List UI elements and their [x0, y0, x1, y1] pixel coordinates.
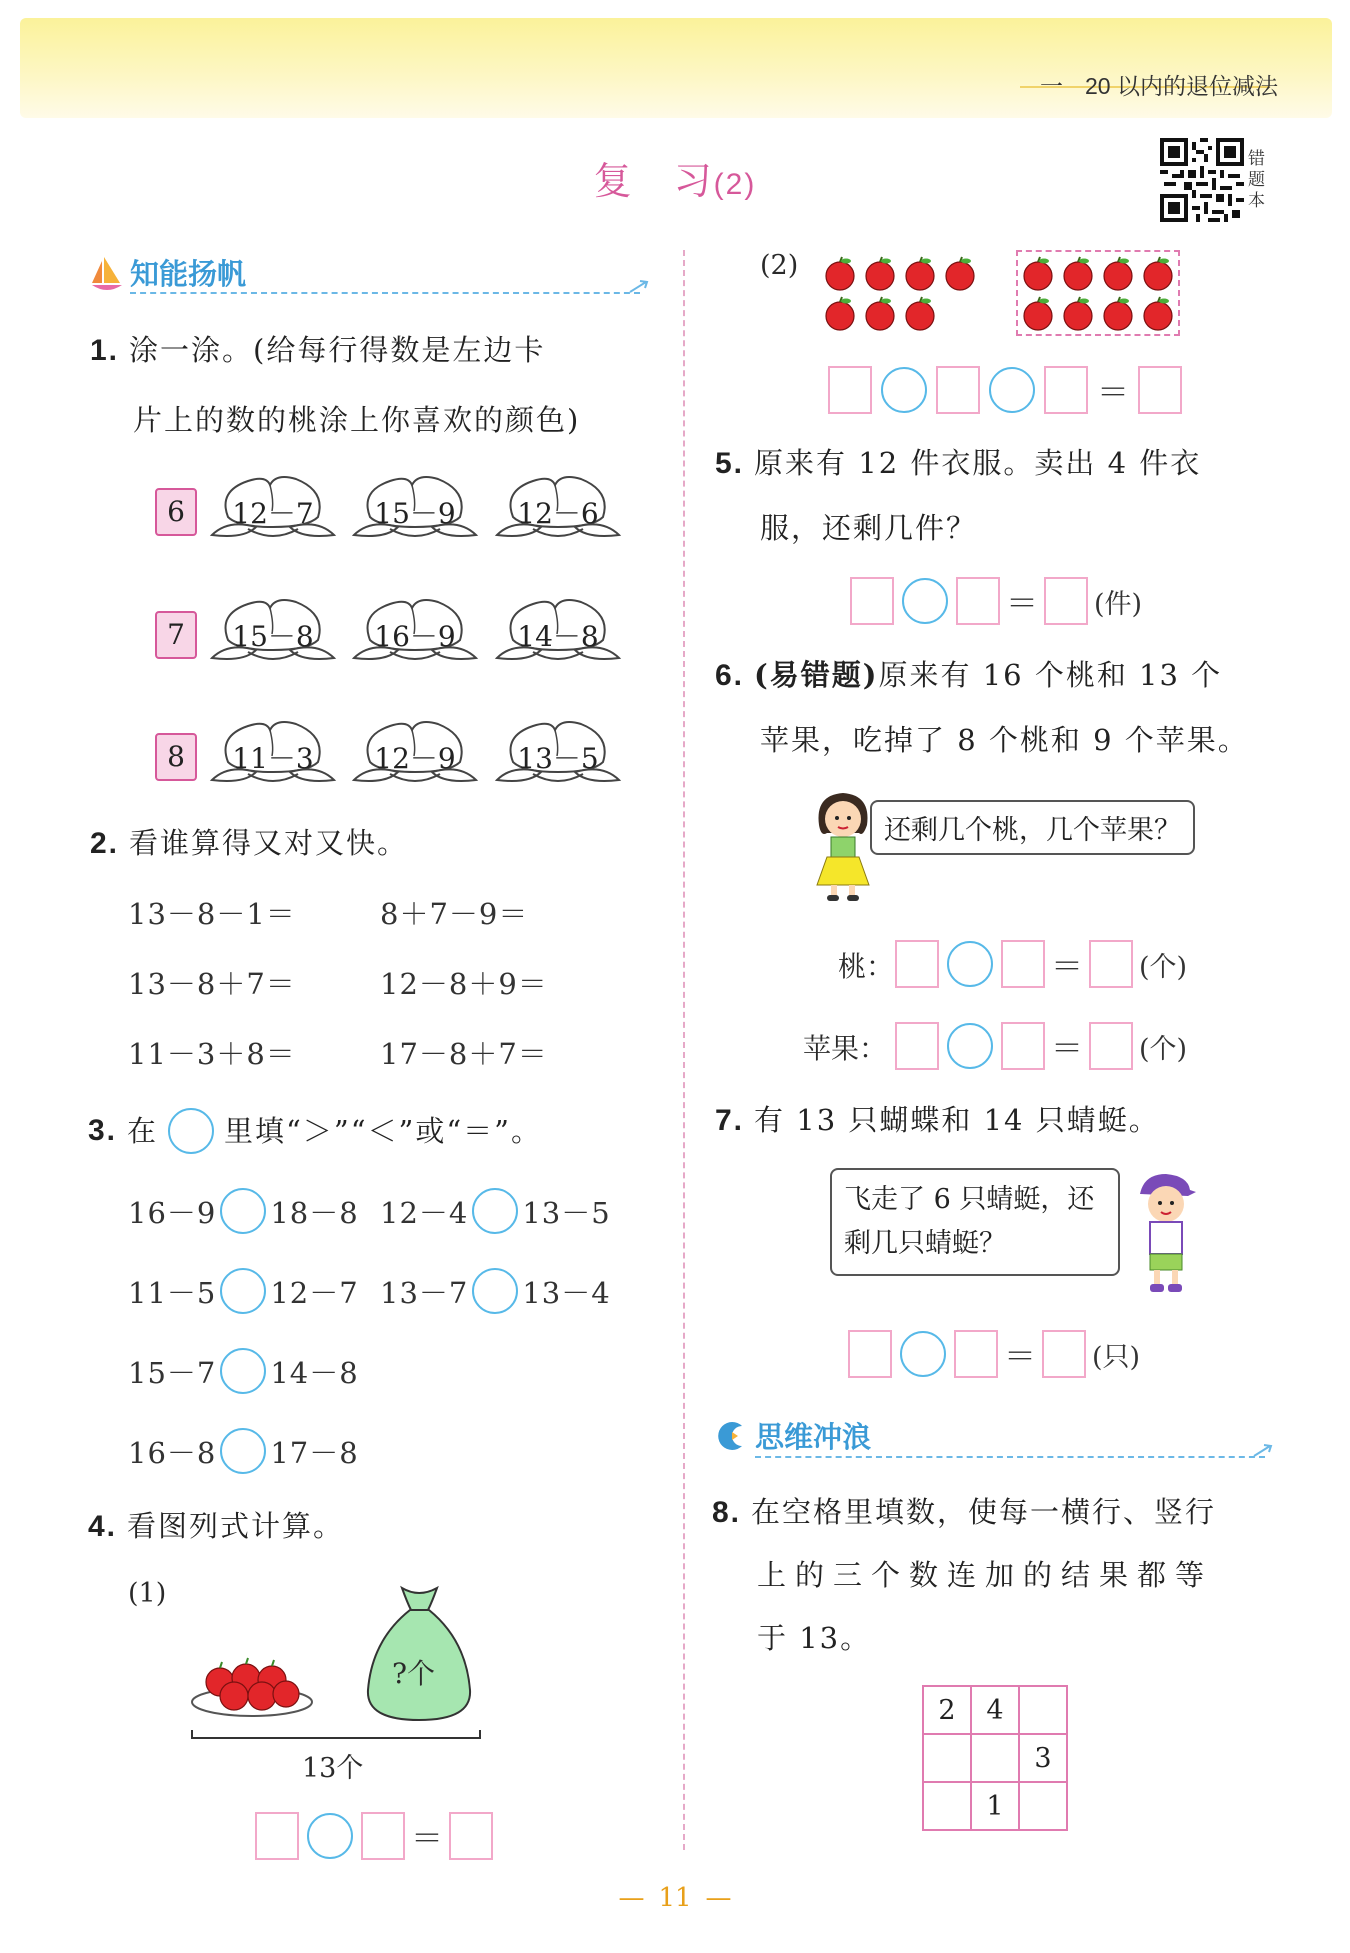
q3-right: 13－4: [522, 1275, 611, 1310]
q2-expression: 8＋7－9＝: [380, 897, 529, 931]
apple-icon: [1020, 256, 1056, 292]
q1-card-0: 6: [155, 488, 197, 536]
answer-box[interactable]: [850, 577, 894, 625]
q6-apple-label: 苹果：: [803, 1032, 888, 1065]
q3-right: 14－8: [270, 1355, 359, 1390]
q7-speech-bubble: [830, 1168, 1120, 1276]
answer-box[interactable]: [936, 366, 980, 414]
answer-circle[interactable]: [220, 1428, 266, 1474]
boy-icon: [1130, 1170, 1200, 1300]
apple-icon: [822, 296, 858, 332]
qr-label: 错题本: [1248, 149, 1265, 210]
answer-circle[interactable]: [947, 1023, 993, 1069]
answer-box[interactable]: [1089, 940, 1133, 988]
q6-apple-equation: [895, 1022, 1187, 1070]
grid-row: [923, 1734, 1067, 1782]
answer-box[interactable]: [956, 577, 1000, 625]
apple-icon: [1060, 256, 1096, 292]
grid-cell-blank[interactable]: [923, 1782, 971, 1830]
q8-number: 8.: [712, 1496, 742, 1529]
q1-number: 1.: [90, 334, 120, 367]
equals-sign: ＝: [411, 1819, 444, 1857]
apple-icon: [942, 256, 978, 292]
q1-line2: 片上的数的桃涂上你喜欢的颜色): [133, 403, 581, 437]
q5-equation: [850, 577, 1142, 625]
q1-line1: [90, 330, 545, 371]
qr-code-icon[interactable]: [1160, 138, 1244, 222]
q2-expression: 13－8－1＝: [128, 897, 296, 931]
q2-expression: 12－8＋9＝: [380, 967, 548, 1001]
q4-question: [88, 1506, 344, 1547]
section-heading-thinking: 思维冲浪: [755, 1422, 872, 1454]
answer-box[interactable]: [1001, 1022, 1045, 1070]
q3-right: 12－7: [270, 1275, 359, 1310]
peach-expression: 13－5: [517, 742, 599, 775]
answer-box[interactable]: [361, 1812, 405, 1860]
peach-expression: 12－9: [374, 742, 456, 775]
grid-row: [923, 1782, 1067, 1830]
wave-icon: [712, 1418, 748, 1454]
q5-text-1: 原来有 12 件衣服。卖出 4 件衣: [754, 446, 1202, 480]
grid-cell-given: 4: [971, 1686, 1019, 1734]
apple-icon: [1100, 296, 1136, 332]
q3-question: [88, 1108, 542, 1154]
grid-cell-blank[interactable]: [971, 1734, 1019, 1782]
q3-text-post: 里填“＞”“＜”或“＝”。: [224, 1114, 543, 1148]
answer-circle[interactable]: [307, 1813, 353, 1859]
q7-text: 有 13 只蝴蝶和 14 只蜻蜓。: [754, 1103, 1160, 1137]
q3-right: 18－8: [270, 1195, 359, 1230]
apple-icon: [1100, 256, 1136, 292]
q7-number: 7.: [715, 1104, 745, 1137]
chapter-index: 一: [1040, 73, 1064, 99]
q3-right: 17－8: [270, 1435, 359, 1470]
peach-expression: 12－7: [232, 497, 314, 530]
apples-group-right: [1020, 256, 1180, 334]
answer-box[interactable]: [1042, 1330, 1086, 1378]
bag-label: ?个: [392, 1657, 436, 1690]
q6-speech-bubble: 还剩几个桃，几个苹果？: [870, 800, 1195, 855]
answer-box[interactable]: [1044, 577, 1088, 625]
peach-expression: 15－9: [374, 497, 456, 530]
q3-comparison: [128, 1268, 359, 1314]
apple-icon: [902, 296, 938, 332]
answer-circle[interactable]: [989, 367, 1035, 413]
arrow-icon-2: [1252, 1442, 1274, 1460]
q4-part2-label: (2): [760, 250, 799, 281]
q2-expression: 11－3＋8＝: [128, 1037, 296, 1071]
apple-icon: [1140, 256, 1176, 292]
page-number: — 11 —: [618, 1883, 732, 1913]
apple-icon: [1140, 296, 1176, 332]
q1-text-1: 涂一涂。(给每行得数是左边卡: [129, 333, 546, 367]
q6-tag: (易错题): [754, 658, 879, 692]
q2-expression: 13－8＋7＝: [128, 967, 296, 1001]
q2-text: 看谁算得又对又快。: [129, 826, 409, 860]
apple-icon: [862, 256, 898, 292]
q5-line2: 服，还剩几件？: [760, 511, 978, 545]
q4-part2-equation: [825, 366, 1185, 414]
q8-line2: 上的三个数连加的结果都等: [757, 1558, 1214, 1592]
section-heading-skills: 知能扬帆: [130, 259, 247, 291]
equals-sign: ＝: [1006, 584, 1039, 622]
equals-sign: ＝: [1051, 1029, 1084, 1067]
equals-sign: ＝: [1051, 947, 1084, 985]
unit-label: (个): [1139, 951, 1188, 983]
section-underline: [130, 292, 640, 294]
grid-cell-given: 2: [923, 1686, 971, 1734]
answer-box[interactable]: [1138, 366, 1182, 414]
answer-box[interactable]: [895, 1022, 939, 1070]
q7-bubble-line1: 飞走了 6 只蜻蜓，还: [844, 1184, 1095, 1215]
answer-circle[interactable]: [900, 1331, 946, 1377]
peach-expression: 14－8: [517, 620, 599, 653]
total-bracket: [190, 1728, 482, 1748]
chapter-title: 20 以内的退位减法: [1085, 73, 1278, 99]
q3-text-pre: 在: [127, 1114, 159, 1148]
answer-box[interactable]: [828, 366, 872, 414]
page-title: [0, 150, 1350, 205]
equals-sign: ＝: [1097, 373, 1130, 411]
q8-line1: [712, 1492, 1216, 1533]
q6-line1: [715, 655, 1222, 696]
page-title-num: (2): [713, 168, 757, 201]
answer-circle[interactable]: [220, 1348, 266, 1394]
peach-expression: 16－9: [374, 620, 456, 653]
peach-expression: 11－3: [232, 742, 314, 775]
peach-expression: 15－8: [232, 620, 314, 653]
grid-cell-given: 3: [1019, 1734, 1067, 1782]
q8-text-1: 在空格里填数，使每一横行、竖行: [751, 1495, 1217, 1529]
q3-left: 16－8: [128, 1435, 217, 1470]
q2-expression: 17－8＋7＝: [380, 1037, 548, 1071]
q7-bubble-line2: 剩几只蜻蜓？: [844, 1228, 1006, 1259]
q6-peach-equation: [895, 940, 1187, 988]
apple-icon: [1060, 296, 1096, 332]
answer-box[interactable]: [895, 940, 939, 988]
q3-left: 11－5: [128, 1275, 217, 1310]
q6-number: 6.: [715, 659, 745, 692]
answer-circle[interactable]: [947, 941, 993, 987]
sail-icon: [90, 255, 124, 293]
answer-box[interactable]: [954, 1330, 998, 1378]
grid-cell-blank[interactable]: [1019, 1782, 1067, 1830]
q5-line1: [715, 443, 1201, 484]
total-label: 13个: [302, 1753, 364, 1784]
apple-icon: [822, 256, 858, 292]
section-underline-2: [755, 1456, 1265, 1458]
q8-line3: 于 13。: [757, 1621, 872, 1655]
q3-left: 13－7: [380, 1275, 469, 1310]
q2-question: [90, 823, 408, 864]
grid-cell-blank[interactable]: [1019, 1686, 1067, 1734]
unit-label: (件): [1094, 588, 1143, 620]
answer-circle[interactable]: [472, 1268, 518, 1314]
answer-box[interactable]: [1089, 1022, 1133, 1070]
apples-plate-icon: [190, 1640, 315, 1720]
q4-part1-label: (1): [128, 1578, 167, 1609]
apple-icon: [902, 256, 938, 292]
q6-peach-label: 桃：: [838, 950, 895, 983]
q7-question: [715, 1100, 1160, 1141]
q6-text-1: 原来有 16 个桃和 13 个: [878, 658, 1223, 692]
q3-comparison: [128, 1348, 359, 1394]
q1-card-1: 7: [155, 611, 197, 659]
answer-circle[interactable]: [220, 1188, 266, 1234]
page-title-main: 复 习: [593, 161, 714, 203]
unit-label: (个): [1139, 1033, 1188, 1065]
answer-circle[interactable]: [881, 367, 927, 413]
q6-line2: 苹果，吃掉了 8 个桃和 9 个苹果。: [760, 723, 1249, 757]
apples-group-left: [822, 256, 982, 334]
answer-box[interactable]: [449, 1812, 493, 1860]
q4-part1-equation: [255, 1812, 493, 1860]
answer-circle[interactable]: [220, 1268, 266, 1314]
q3-comparison: [380, 1188, 611, 1234]
arrow-icon: [628, 278, 650, 296]
page-number-value: 11: [658, 1883, 692, 1913]
grid-cell-blank[interactable]: [923, 1734, 971, 1782]
q3-right: 13－5: [522, 1195, 611, 1230]
grid-cell-given: 1: [971, 1782, 1019, 1830]
apple-icon: [1020, 296, 1056, 332]
q3-left: 15－7: [128, 1355, 217, 1390]
answer-box[interactable]: [1001, 940, 1045, 988]
q3-comparison: [128, 1188, 359, 1234]
q3-comparison: [380, 1268, 611, 1314]
q4-number: 4.: [88, 1510, 118, 1543]
q5-number: 5.: [715, 447, 745, 480]
q4-text: 看图列式计算。: [127, 1509, 345, 1543]
column-divider: [683, 250, 685, 1850]
equals-sign: ＝: [1004, 1337, 1037, 1375]
answer-box[interactable]: [1044, 366, 1088, 414]
chapter-heading: [1040, 68, 1278, 101]
q3-number: 3.: [88, 1114, 118, 1147]
unit-label: (只): [1092, 1341, 1141, 1373]
answer-circle[interactable]: [902, 578, 948, 624]
answer-circle[interactable]: [472, 1188, 518, 1234]
q8-magic-grid: [922, 1685, 1068, 1831]
q7-equation: [848, 1330, 1140, 1378]
q3-sample-circle: [168, 1108, 214, 1154]
grid-row: [923, 1686, 1067, 1734]
q1-card-2: 8: [155, 733, 197, 781]
answer-box[interactable]: [848, 1330, 892, 1378]
peach-expression: 12－6: [517, 497, 599, 530]
q3-comparison: [128, 1428, 359, 1474]
q3-left: 12－4: [380, 1195, 469, 1230]
q3-left: 16－9: [128, 1195, 217, 1230]
apple-icon: [862, 296, 898, 332]
q2-number: 2.: [90, 827, 120, 860]
answer-box[interactable]: [255, 1812, 299, 1860]
